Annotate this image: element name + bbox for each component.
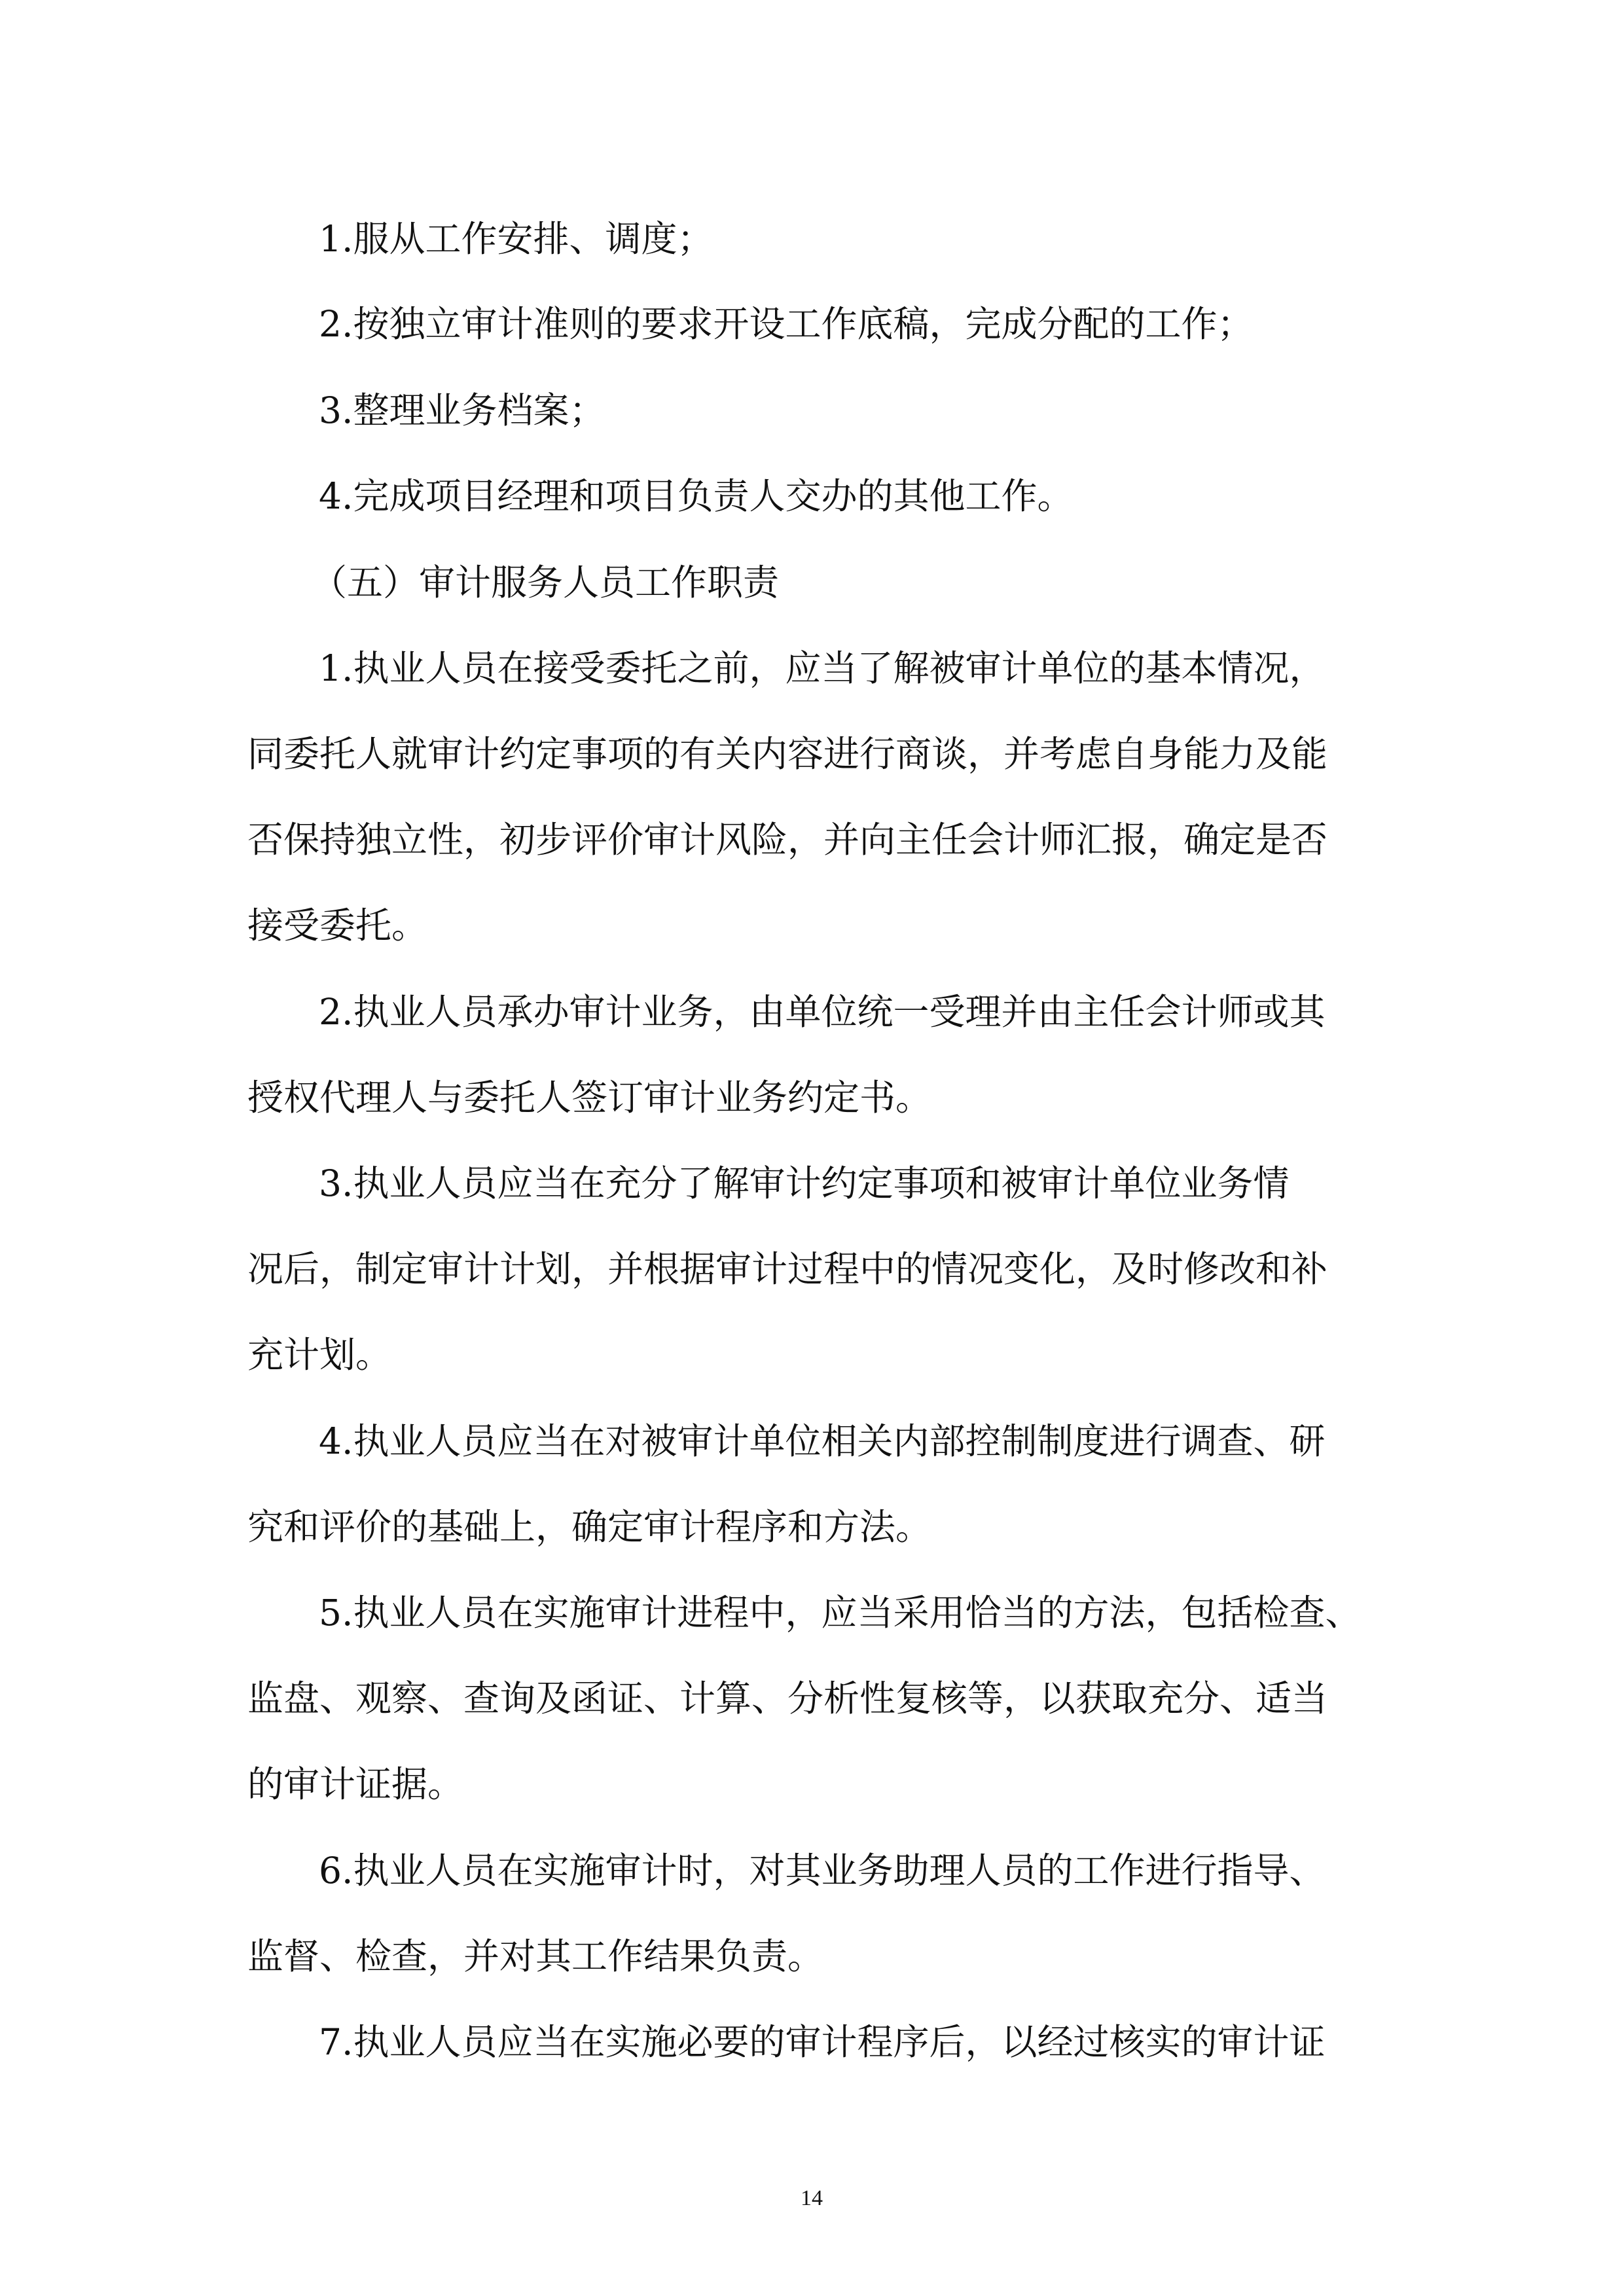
paragraph-line: 4.执业人员应当在对被审计单位相关内部控制制度进行调查、研 — [319, 1420, 1326, 1462]
paragraph-line: 否保持独立性，初步评价审计风险，并向主任会计师汇报，确定是否 — [247, 819, 1328, 861]
paragraph-line: 的审计证据。 — [247, 1763, 464, 1805]
paragraph-line: 监督、检查，并对其工作结果负责。 — [247, 1935, 824, 1977]
list-item: 2.按独立审计准则的要求开设工作底稿，完成分配的工作； — [319, 303, 1254, 345]
paragraph-line: 5.执业人员在实施审计进程中，应当采用恰当的方法，包括检查、 — [319, 1592, 1362, 1634]
paragraph-line: 1.执业人员在接受委托之前，应当了解被审计单位的基本情况， — [319, 647, 1326, 689]
paragraph-line: 2.执业人员承办审计业务，由单位统一受理并由主任会计师或其 — [319, 991, 1326, 1033]
list-item: 4.完成项目经理和项目负责人交办的其他工作。 — [319, 475, 1074, 517]
paragraph-line: 况后，制定审计计划，并根据审计过程中的情况变化，及时修改和补 — [247, 1248, 1328, 1290]
paragraph-line: 授权代理人与委托人签订审计业务约定书。 — [247, 1077, 932, 1119]
page-number: 14 — [801, 2186, 823, 2210]
section-heading: （五）审计服务人员工作职责 — [311, 562, 780, 603]
paragraph-line: 究和评价的基础上，确定审计程序和方法。 — [247, 1506, 932, 1548]
paragraph-line: 6.执业人员在实施审计时，对其业务助理人员的工作进行指导、 — [319, 1850, 1326, 1892]
paragraph-line: 7.执业人员应当在实施必要的审计程序后，以经过核实的审计证 — [319, 2021, 1326, 2063]
list-item: 3.整理业务档案； — [319, 389, 605, 431]
paragraph-line: 同委托人就审计约定事项的有关内容进行商谈，并考虑自身能力及能 — [247, 733, 1328, 775]
paragraph-line: 充计划。 — [247, 1334, 392, 1376]
list-item: 1.服从工作安排、调度； — [319, 218, 713, 260]
paragraph-line: 监盘、观察、查询及函证、计算、分析性复核等，以获取充分、适当 — [247, 1677, 1328, 1719]
paragraph-line: 接受委托。 — [247, 905, 428, 946]
paragraph-line: 3.执业人员应当在充分了解审计约定事项和被审计单位业务情 — [319, 1162, 1290, 1204]
